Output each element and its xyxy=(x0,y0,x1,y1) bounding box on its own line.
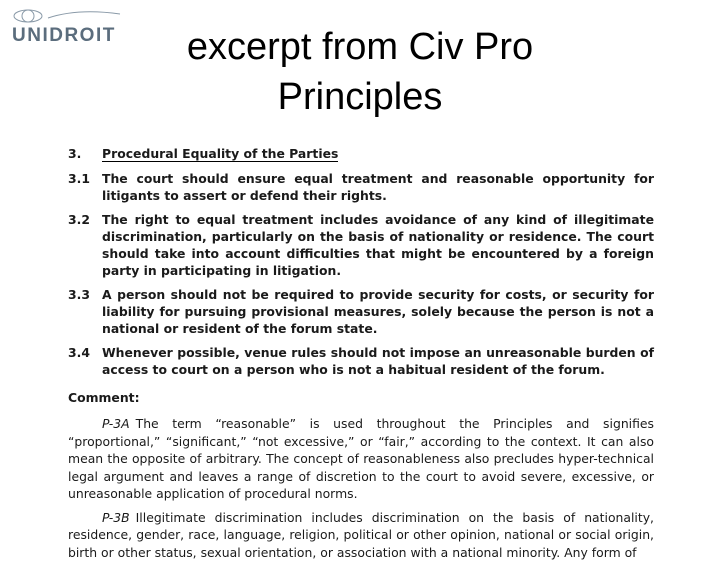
section-number: 3. xyxy=(68,146,82,161)
unidroit-logo xyxy=(8,8,126,48)
comment-paragraph xyxy=(68,415,654,503)
item-text: The right to equal treatment includes avoidance of any kind of illegitimate discrimination, particularly on the basis of nationality or residence. The court should take into account difficulties that might be encountered by a foreign party in participating in litigation. xyxy=(102,212,654,278)
principle-item xyxy=(68,211,654,279)
principle-item xyxy=(68,344,654,378)
principle-item xyxy=(68,170,654,204)
paragraph-text: Illegitimate discrimination includes discrimination on the basis of nationality, residence, gender, race, language, religion, political or other opinion, national or social origin, birth or other status, sexual orientation, or association with a national minority. Any form of xyxy=(68,509,654,560)
comment-paragraph xyxy=(68,509,654,562)
item-text: A person should not be required to provide security for costs, or security for liability for pursuing provisional measures, solely because the person is not a national or resident of the forum state. xyxy=(102,287,654,336)
paragraph-tag: P-3B xyxy=(102,509,130,525)
paragraph-tag: P-3A xyxy=(102,416,130,431)
section-title: Procedural Equality of the Parties xyxy=(102,146,339,161)
item-number: 3.2 xyxy=(68,212,90,227)
item-text: Whenever possible, venue rules should not impose an unreasonable burden of access to court on a person who is not a habitual resident of the forum. xyxy=(102,345,654,377)
slide-title-line1: excerpt from Civ Pro xyxy=(186,26,534,68)
document-excerpt xyxy=(68,146,654,567)
logo-text: UNIDROIT xyxy=(12,25,116,46)
paragraph-text: The term “reasonable” is used throughout the Principles and signifies “proportional,” “significant,” “not excessive,” or “fair,” according to the context. It can also mean the opposite of arbitrary. The concept of reasonableness also precludes hyper-technical legal argument and leaves a range of discretion to the court to avoid severe, excessive, or unreasonable application of procedural norms. xyxy=(68,416,654,501)
comment-heading: Comment: xyxy=(68,390,140,405)
section-heading xyxy=(68,146,654,162)
slide-title-line2: Principles xyxy=(277,76,443,118)
item-number: 3.1 xyxy=(68,171,90,186)
item-number: 3.3 xyxy=(68,287,90,302)
principle-item xyxy=(68,286,654,337)
item-text: The court should ensure equal treatment and reasonable opportunity for litigants to assert or defend their rights. xyxy=(102,171,654,203)
item-number: 3.4 xyxy=(68,345,90,360)
slide-title xyxy=(150,22,570,122)
globe-icon xyxy=(8,8,126,24)
